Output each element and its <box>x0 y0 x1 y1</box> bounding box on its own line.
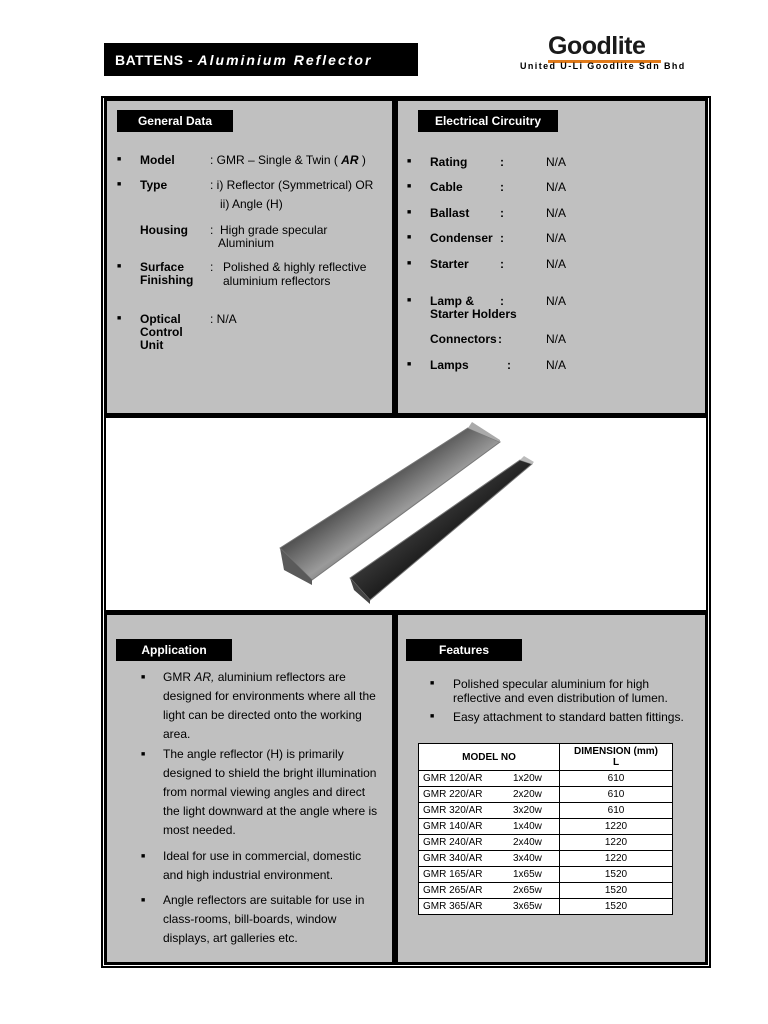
dimension-cell: 1220 <box>560 851 673 867</box>
lamp-holder-colon: : <box>500 294 504 308</box>
housing-value-2: Aluminium <box>218 236 275 250</box>
lamp-holder-label-2: Starter Holders <box>430 307 517 321</box>
lamps-colon: : <box>507 358 511 372</box>
square-bullet-icon: ■ <box>407 158 412 165</box>
dimension-cell: 610 <box>560 787 673 803</box>
title-prefix: BATTENS - <box>115 52 198 68</box>
square-bullet-icon: ■ <box>117 263 122 270</box>
square-bullet-icon: ■ <box>117 156 122 163</box>
ballast-label: Ballast <box>430 206 470 220</box>
model-dimension-table <box>418 743 673 915</box>
surface-value-2: aluminium reflectors <box>223 274 331 288</box>
wattage-cell: 1x65w <box>509 867 560 883</box>
condenser-label: Condenser <box>430 231 493 245</box>
square-bullet-icon: ■ <box>407 183 412 190</box>
table-row <box>419 835 673 851</box>
wattage-cell: 1x20w <box>509 771 560 787</box>
model-cell: GMR 265/AR <box>419 883 510 899</box>
wattage-cell: 3x20w <box>509 803 560 819</box>
dimension-cell: 610 <box>560 803 673 819</box>
application-heading: Application <box>116 639 232 661</box>
model-value-close: ) <box>358 153 366 167</box>
application-item-2: The angle reflector (H) is primarily designed to shield the bright illumination from normal viewing angles and direct the light downward at the angle where is most needed. <box>163 747 378 837</box>
wattage-cell: 3x65w <box>509 899 560 915</box>
app-p1-rest: aluminium reflectors are designed for environments where all the light can be directed onto the working area. <box>163 670 376 741</box>
square-bullet-icon: ■ <box>141 751 146 758</box>
dimension-cell: 610 <box>560 771 673 787</box>
model-cell: GMR 120/AR <box>419 771 510 787</box>
wattage-cell: 1x40w <box>509 819 560 835</box>
square-bullet-icon: ■ <box>430 713 435 720</box>
model-label: Model <box>140 153 175 167</box>
model-cell: GMR 340/AR <box>419 851 510 867</box>
model-value-ar: AR <box>341 153 359 167</box>
electrical-heading: Electrical Circuitry <box>418 110 558 132</box>
dimension-cell: 1520 <box>560 867 673 883</box>
feature-item-1: Polished specular aluminium for high reflective and even distribution of lumen. <box>453 677 668 705</box>
application-item-1 <box>163 668 383 744</box>
square-bullet-icon: ■ <box>141 897 146 904</box>
type-label: Type <box>140 178 168 192</box>
square-bullet-icon: ■ <box>407 209 412 216</box>
connectors-colon: : <box>498 332 502 346</box>
ballast-colon: : <box>500 206 504 220</box>
table-header-row <box>419 744 673 771</box>
starter-label: Starter <box>430 257 469 271</box>
lamp-holder-value: N/A <box>546 294 567 308</box>
dimension-cell: 1220 <box>560 835 673 851</box>
reflector-product-image <box>270 420 550 610</box>
col-dimension <box>560 744 673 771</box>
dimension-cell: 1220 <box>560 819 673 835</box>
model-cell: GMR 240/AR <box>419 835 510 851</box>
housing-value-1: High grade specular <box>220 223 328 237</box>
wattage-cell: 3x40w <box>509 851 560 867</box>
square-bullet-icon: ■ <box>117 181 122 188</box>
lamp-holder-label: Lamp & <box>430 294 475 308</box>
table-row <box>419 883 673 899</box>
col-model-no: MODEL NO <box>419 744 560 771</box>
rating-value: N/A <box>546 155 567 169</box>
table-row <box>419 867 673 883</box>
lamps-label: Lamps <box>430 358 469 372</box>
type-value-2: ii) Angle (H) <box>220 197 283 211</box>
wattage-cell: 2x20w <box>509 787 560 803</box>
general-data-panel <box>104 98 395 416</box>
square-bullet-icon: ■ <box>407 361 412 368</box>
lamps-value: N/A <box>546 358 567 372</box>
table-row <box>419 787 673 803</box>
col-dimension-line1: DIMENSION (mm) <box>574 746 658 757</box>
brand-name: Goodlite <box>548 32 646 60</box>
model-cell: GMR 365/AR <box>419 899 510 915</box>
model-value-text: : GMR – Single & Twin ( <box>210 153 342 167</box>
rating-label: Rating <box>430 155 468 169</box>
connectors-value: N/A <box>546 332 567 346</box>
model-cell: GMR 140/AR <box>419 819 510 835</box>
housing-label: Housing <box>140 223 188 237</box>
model-cell: GMR 220/AR <box>419 787 510 803</box>
condenser-colon: : <box>500 231 504 245</box>
square-bullet-icon: ■ <box>430 680 435 687</box>
cable-colon: : <box>500 180 504 194</box>
optical-label-2: Control <box>140 325 183 339</box>
app-p1-ar: AR, <box>194 670 215 684</box>
ballast-value: N/A <box>546 206 567 220</box>
app-p1-lead: GMR <box>163 670 195 684</box>
square-bullet-icon: ■ <box>407 260 412 267</box>
application-item-4: Angle reflectors are suitable for use in class-rooms, bill-boards, window displays, art galleries etc. <box>163 893 365 945</box>
feature-item-2: Easy attachment to standard batten fittings. <box>453 710 684 724</box>
model-cell: GMR 165/AR <box>419 867 510 883</box>
surface-label-2: Finishing <box>140 273 194 287</box>
square-bullet-icon: ■ <box>141 674 146 681</box>
general-data-heading: General Data <box>117 110 233 132</box>
table-row <box>419 851 673 867</box>
company-name: United U-Li Goodlite Sdn Bhd <box>520 61 686 71</box>
title-italic: Aluminium Reflector <box>197 52 373 68</box>
starter-value: N/A <box>546 257 567 271</box>
connectors-label: Connectors <box>430 332 497 346</box>
condenser-value: N/A <box>546 231 567 245</box>
cable-value: N/A <box>546 180 567 194</box>
square-bullet-icon: ■ <box>407 234 412 241</box>
optical-value: : N/A <box>210 312 237 326</box>
surface-value-1: Polished & highly reflective <box>223 260 367 274</box>
type-value-1: : i) Reflector (Symmetrical) OR <box>210 178 374 192</box>
optical-label-3: Unit <box>140 338 164 352</box>
dimension-cell: 1520 <box>560 899 673 915</box>
model-cell: GMR 320/AR <box>419 803 510 819</box>
square-bullet-icon: ■ <box>141 853 146 860</box>
wattage-cell: 2x65w <box>509 883 560 899</box>
table-row <box>419 899 673 915</box>
application-item-3: Ideal for use in commercial, domestic and high industrial environment. <box>163 849 362 882</box>
square-bullet-icon: ■ <box>117 315 122 322</box>
table-row <box>419 803 673 819</box>
page-title <box>115 52 372 68</box>
features-heading: Features <box>406 639 522 661</box>
cable-label: Cable <box>430 180 463 194</box>
page-title-box <box>104 43 418 76</box>
square-bullet-icon: ■ <box>407 297 412 304</box>
col-dimension-line2: L <box>612 757 620 768</box>
rating-colon: : <box>500 155 504 169</box>
table-row <box>419 819 673 835</box>
housing-colon: : <box>210 223 214 237</box>
model-value <box>210 153 366 167</box>
optical-label-1: Optical <box>140 312 181 326</box>
wattage-cell: 2x40w <box>509 835 560 851</box>
surface-label-1: Surface <box>140 260 185 274</box>
surface-colon: : <box>210 260 214 274</box>
dimension-cell: 1520 <box>560 883 673 899</box>
table-row <box>419 771 673 787</box>
starter-colon: : <box>500 257 504 271</box>
